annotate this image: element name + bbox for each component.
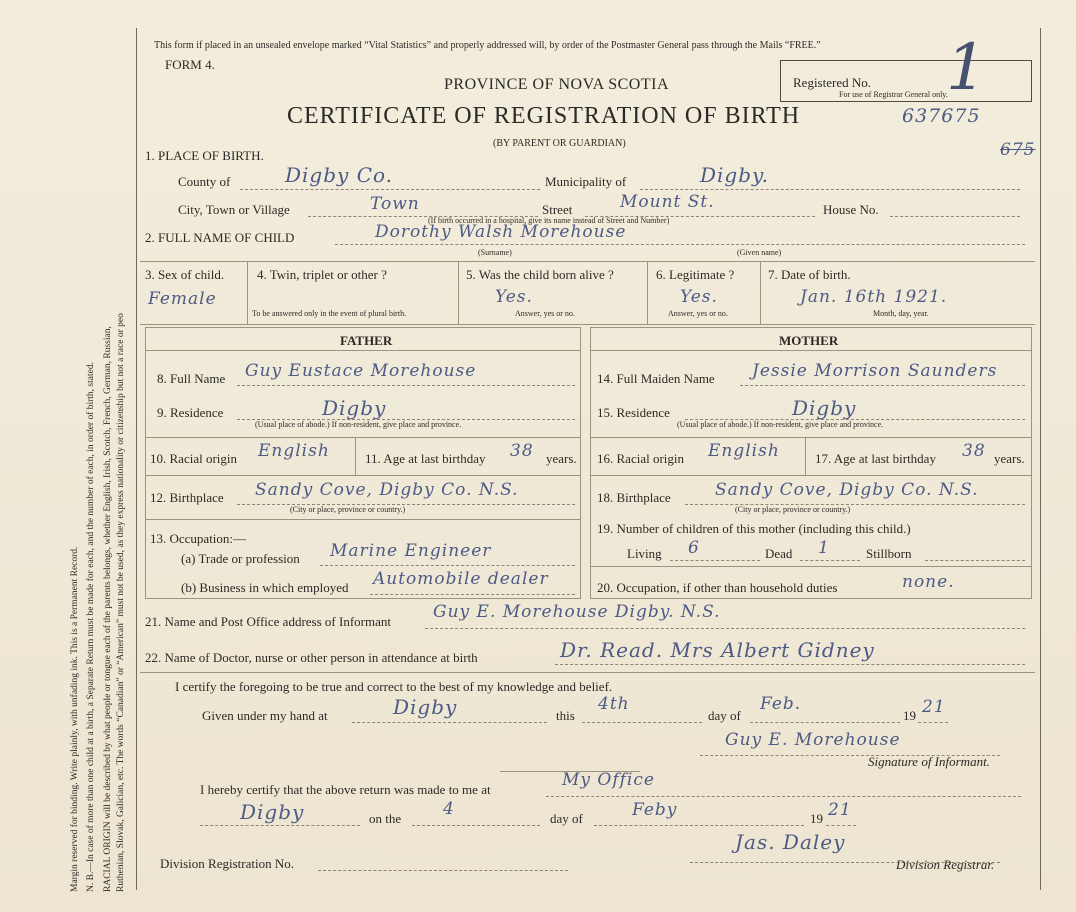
struck-number: 675: [1000, 140, 1036, 160]
sex-label: 3. Sex of child.: [145, 267, 225, 282]
sex-value: Female: [148, 289, 217, 309]
mother-residence-note: (Usual place of abode.) If non-resident, give place and province.: [677, 420, 884, 429]
legitimate-value: Yes.: [680, 287, 718, 307]
registrar-day-of-label: day of: [550, 811, 583, 826]
birth-date-note: Month, day, year.: [873, 309, 929, 318]
division-registration-label: Division Registration No.: [160, 856, 294, 871]
place-of-birth-heading: 1. PLACE OF BIRTH.: [145, 148, 264, 163]
mother-occupation-label: 20. Occupation, if other than household duties: [597, 580, 838, 595]
certificate-number: 637675: [902, 105, 981, 127]
given-name-note: (Given name): [737, 248, 782, 257]
doctor-value: Dr. Read. Mrs Albert Gidney: [560, 638, 875, 662]
informant-signature: Guy E. Morehouse: [725, 730, 901, 750]
father-residence-label: 9. Residence: [157, 405, 224, 420]
mother-children-label: 19. Number of children of this mother (including this child.): [597, 521, 911, 536]
registrar-year-value: 21: [828, 800, 852, 820]
given-day-value: 4th: [598, 694, 630, 714]
mother-racial-value: English: [708, 441, 780, 461]
father-business-value: Automobile dealer: [373, 569, 549, 589]
margin-note-nb: N. B.—In case of more than one child at a birth, a Separate Return must be made for each, and the number of each, in order of birth, stated.: [86, 362, 96, 892]
street-label: Street: [542, 202, 573, 217]
hospital-note: (If birth occurred in a hospital, give its name instead of Street and Number): [428, 216, 670, 225]
father-racial-value: English: [258, 441, 330, 461]
given-year-prefix: 19: [903, 708, 916, 723]
form-number: FORM 4.: [165, 57, 215, 72]
house-label: House No.: [823, 202, 879, 217]
alive-label: 5. Was the child born alive ?: [466, 267, 614, 282]
legitimate-label: 6. Legitimate ?: [656, 267, 735, 282]
given-place-value: Digby: [393, 695, 458, 719]
street-value: Mount St.: [620, 192, 715, 212]
registrar-place-value: My Office: [562, 770, 655, 790]
mother-name-value: Jessie Morrison Saunders: [752, 361, 998, 381]
father-birthplace-label: 12. Birthplace: [150, 490, 224, 505]
given-month-value: Feb.: [760, 694, 802, 714]
legitimate-note: Answer, yes or no.: [668, 309, 728, 318]
father-heading: FATHER: [340, 333, 393, 348]
registered-note: For use of Registrar General only.: [839, 90, 948, 99]
doctor-label: 22. Name of Doctor, nurse or other person in attendance at birth: [145, 650, 478, 665]
twin-label: 4. Twin, triplet or other ?: [257, 267, 387, 282]
margin-note-racial-1: RACIAL ORIGIN will be described by what people or tongue each of the parents belongs, whether English, Irish, Scotch, French, German, Russian,: [103, 326, 113, 892]
stillborn-label: Stillborn: [866, 546, 912, 561]
registrar-year-prefix: 19: [810, 811, 823, 826]
registrar-signature: Jas. Daley: [735, 830, 846, 854]
registered-label: Registered No.: [793, 75, 871, 90]
given-year-value: 21: [922, 697, 946, 717]
province-title: PROVINCE OF NOVA SCOTIA: [444, 76, 670, 93]
municipality-value: Digby.: [700, 163, 770, 187]
mother-heading: MOTHER: [779, 333, 839, 348]
registrar-on-the-label: on the: [369, 811, 402, 826]
certificate-title: CERTIFICATE OF REGISTRATION OF BIRTH: [287, 103, 801, 129]
mother-residence-value: Digby: [792, 396, 857, 420]
mother-racial-label: 16. Racial origin: [597, 451, 685, 466]
birth-date-value: Jan. 16th 1921.: [800, 287, 948, 307]
margin-note-racial-2: Ruthenian, Slovak, Galician, etc. The words “Canadian” or “American” must not be used, as they express nationality or citizenship but not a race or peo: [116, 313, 126, 892]
father-birthplace-value: Sandy Cove, Digby Co. N.S.: [255, 480, 519, 500]
mother-years-label: years.: [994, 451, 1025, 466]
dead-label: Dead: [765, 546, 793, 561]
mother-birthplace-note: (City or place, province or country.): [735, 505, 851, 514]
informant-signature-label: Signature of Informant.: [868, 754, 990, 769]
child-name-value: Dorothy Walsh Morehouse: [375, 222, 627, 242]
alive-value: Yes.: [495, 287, 533, 307]
father-age-label: 11. Age at last birthday: [365, 451, 486, 466]
postal-notice: This form if placed in an unsealed envelope marked “Vital Statistics” and properly addressed will, by order of the Postmaster General pass through the Mails “FREE.”: [154, 40, 821, 51]
mother-birthplace-label: 18. Birthplace: [597, 490, 671, 505]
father-residence-note: (Usual place of abode.) If non-resident, give place and province.: [255, 420, 462, 429]
margin-note-binding: Margin reserved for binding. Write plainly, with unfading ink. This is a Permanent Record.: [70, 546, 80, 892]
dead-value: 1: [818, 538, 830, 558]
living-value: 6: [688, 538, 700, 558]
child-name-label: 2. FULL NAME OF CHILD: [145, 230, 295, 245]
mother-residence-label: 15. Residence: [597, 405, 670, 420]
city-label: City, Town or Village: [178, 202, 290, 217]
father-residence-value: Digby: [322, 396, 387, 420]
father-name-value: Guy Eustace Morehouse: [245, 361, 477, 381]
father-age-value: 38: [510, 441, 534, 461]
registrar-statement: I hereby certify that the above return was made to me at: [200, 782, 491, 797]
father-trade-label: (a) Trade or profession: [181, 551, 300, 566]
registrar-town-value: Digby: [240, 800, 305, 824]
living-label: Living: [627, 546, 662, 561]
registrar-month-value: Feby: [632, 800, 678, 820]
certification-statement: I certify the foregoing to be true and correct to the best of my knowledge and belief.: [175, 679, 613, 694]
left-border: [136, 28, 137, 890]
father-years-label: years.: [546, 451, 577, 466]
father-birthplace-note: (City or place, province or country.): [290, 505, 406, 514]
municipality-label: Municipality of: [545, 174, 627, 189]
mother-occupation-value: none.: [902, 572, 955, 592]
given-under-label: Given under my hand at: [202, 708, 328, 723]
birth-date-label: 7. Date of birth.: [768, 267, 851, 282]
mother-birthplace-value: Sandy Cove, Digby Co. N.S.: [715, 480, 979, 500]
twin-note: To be answered only in the event of plural birth.: [252, 309, 407, 318]
father-occupation-label: 13. Occupation:—: [150, 531, 247, 546]
father-name-label: 8. Full Name: [157, 371, 226, 386]
surname-note: (Surname): [478, 248, 512, 257]
mother-age-label: 17. Age at last birthday: [815, 451, 936, 466]
father-racial-label: 10. Racial origin: [150, 451, 238, 466]
father-business-label: (b) Business in which employed: [181, 580, 349, 595]
informant-label: 21. Name and Post Office address of Informant: [145, 614, 391, 629]
father-trade-value: Marine Engineer: [330, 541, 492, 561]
county-value: Digby Co.: [285, 163, 394, 187]
mother-age-value: 38: [962, 441, 986, 461]
informant-value: Guy E. Morehouse Digby. N.S.: [433, 602, 721, 622]
registrar-signature-label: Division Registrar.: [896, 857, 995, 872]
registered-value: 1: [946, 31, 988, 105]
city-value: Town: [370, 194, 420, 214]
right-border: [1040, 28, 1041, 890]
county-label: County of: [178, 174, 231, 189]
given-day-of-label: day of: [708, 708, 741, 723]
registered-box: [780, 31, 1032, 105]
registrar-day-value: 4: [443, 799, 455, 819]
alive-note: Answer, yes or no.: [515, 309, 575, 318]
certificate-subtitle: (BY PARENT OR GUARDIAN): [493, 138, 626, 149]
this-label: this: [556, 708, 575, 723]
mother-name-label: 14. Full Maiden Name: [597, 371, 715, 386]
